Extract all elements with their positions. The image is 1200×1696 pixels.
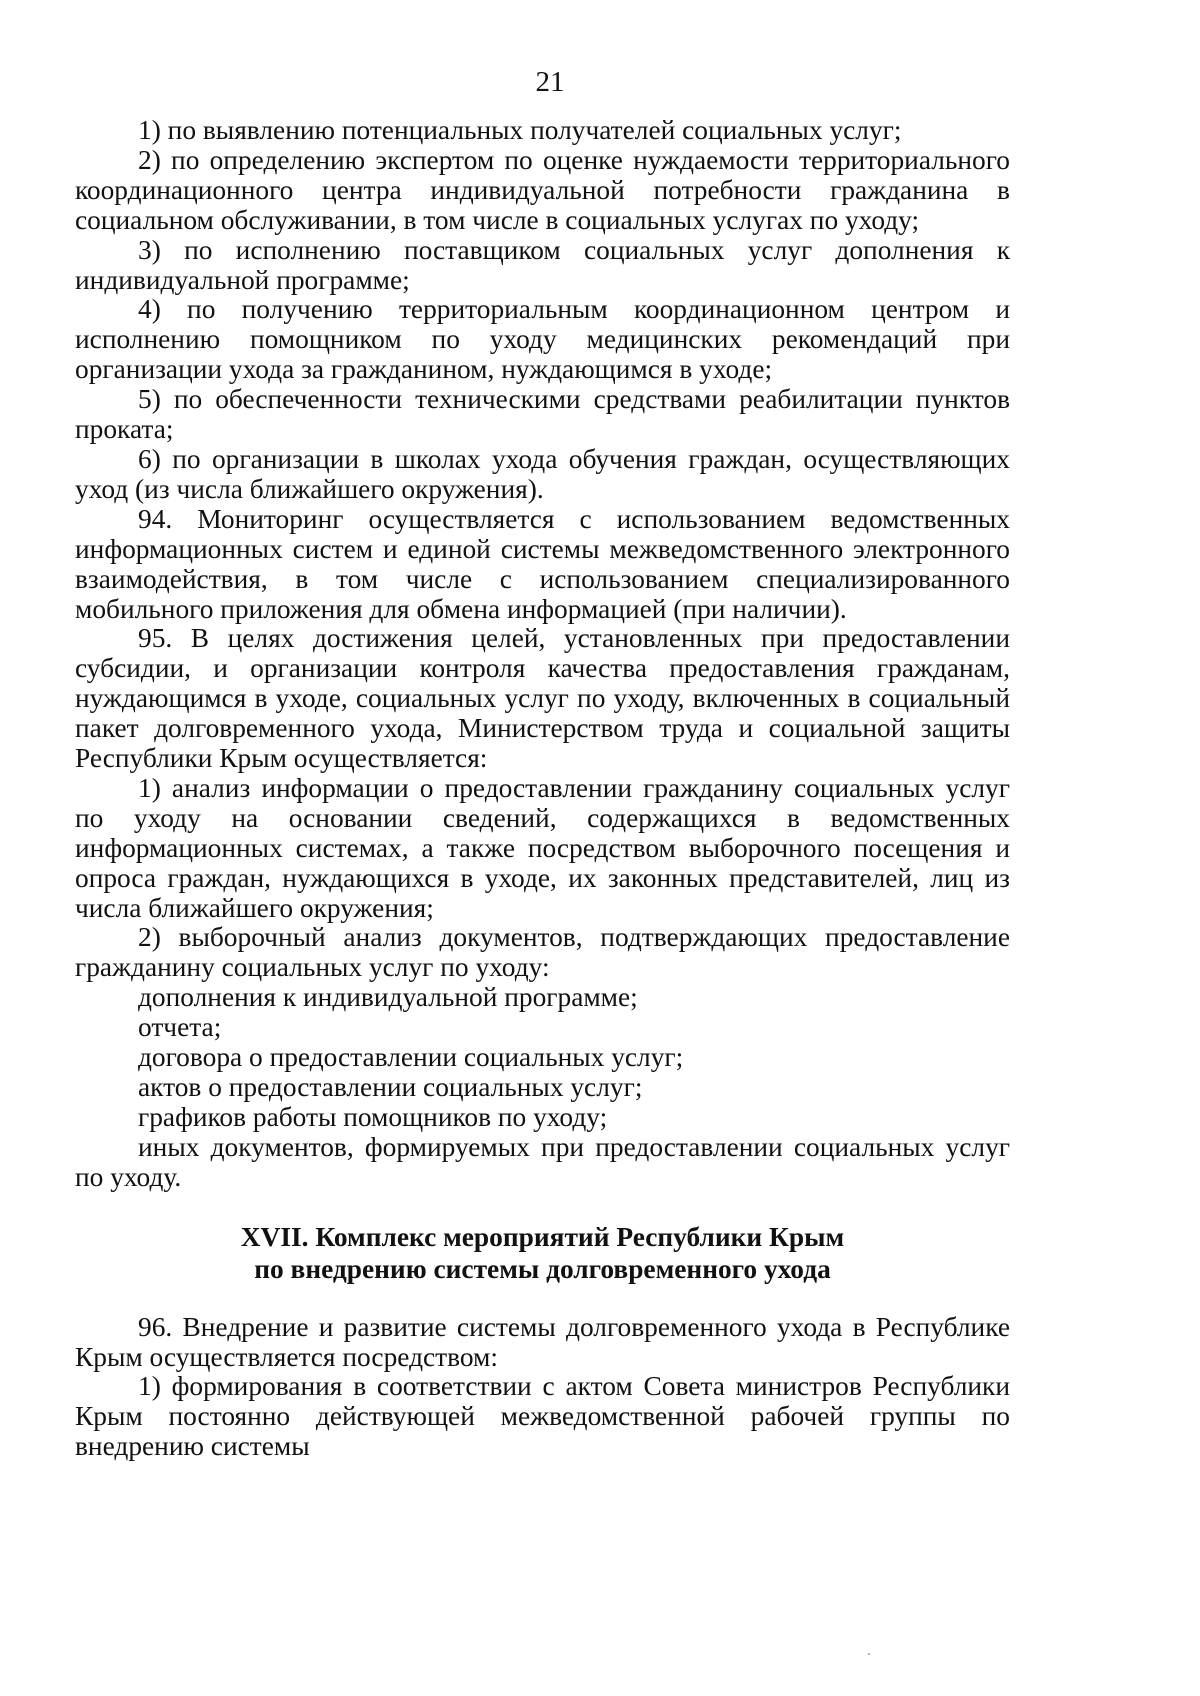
paragraph-item-2: 2) по определению экспертом по оценке нуждаемости территориального координационного центра индивидуальной потребности гражданина в социальном обслуживании, в том числе в социальных услугах по уходу; — [75, 144, 1010, 235]
paragraph-94: 94. Мониторинг осуществляется с использованием ведомственных информационных систем и единой системы межведомственного электронного взаимодействия, в том числе с использованием специализированного мобильного приложения для обмена информацией (при наличии). — [75, 503, 1010, 624]
document-list-item-3: договора о предоставлении социальных услуг; — [138, 1042, 684, 1073]
paragraph-item-4: 4) по получению территориальным координационном центром и исполнению помощником по уходу медицинских рекомендаций при организации ухода за гражданином, нуждающимся в уходе; — [75, 294, 1010, 385]
paragraph-item-6: 6) по организации в школах ухода обучения граждан, осуществляющих уход (из числа ближайшего окружения). — [75, 443, 1010, 504]
document-list-item-6: иных документов, формируемых при предоставлении социальных услуг по уходу. — [75, 1131, 1010, 1192]
paragraph-96: 96. Внедрение и развитие системы долговременного ухода в Республике Крым осуществляется посредством: — [75, 1311, 1010, 1372]
document-list-item-1: дополнения к индивидуальной программе; — [138, 982, 638, 1013]
document-body — [75, 116, 1010, 1462]
paragraph-item-1: 1) по выявлению потенциальных получателей социальных услуг; — [138, 115, 902, 145]
paragraph-95: 95. В целях достижения целей, установленных при предоставлении субсидии, и организации контроля качества предоставления гражданам, нуждающимся в уходе, социальных услуг по уходу, включенных в социальный пакет долговременного ухода, Министерством труда и социальной защиты Республики Крым осуществляется: — [75, 623, 1010, 774]
document-list-item-5: графиков работы помощников по уходу; — [138, 1101, 608, 1132]
document-list-item-4: актов о предоставлении социальных услуг; — [138, 1072, 643, 1102]
page-number: 21 — [535, 66, 565, 98]
paragraph-item-5: 5) по обеспеченности техническими средствами реабилитации пунктов проката; — [75, 384, 1010, 445]
section-heading-line-1: XVII. Комплекс мероприятий Республики Крым — [240, 1221, 845, 1252]
section-heading — [75, 1221, 1010, 1285]
scan-speck — [868, 1653, 870, 1655]
section-heading-line-2: по внедрению системы долговременного ухода — [254, 1253, 831, 1284]
document-list-item-2: отчета; — [138, 1012, 222, 1043]
paragraph-item-3: 3) по исполнению поставщиком социальных услуг дополнения к индивидуальной программе; — [75, 234, 1010, 295]
paragraph-96-item-1: 1) формирования в соответствии с актом Совета министров Республики Крым постоянно действующей межведомственной рабочей группы по внедрению системы — [75, 1371, 1010, 1462]
paragraph-95-item-2: 2) выборочный анализ документов, подтверждающих предоставление гражданину социальных услуг по уходу: — [75, 922, 1010, 983]
paragraph-95-item-1: 1) анализ информации о предоставлении гражданину социальных услуг по уходу на основании сведений, содержащихся в ведомственных информационных системах, а также посредством выборочного посещения и опроса граждан, нуждающихся в уходе, их законных представителей, лиц из числа ближайшего окружения; — [75, 772, 1010, 923]
